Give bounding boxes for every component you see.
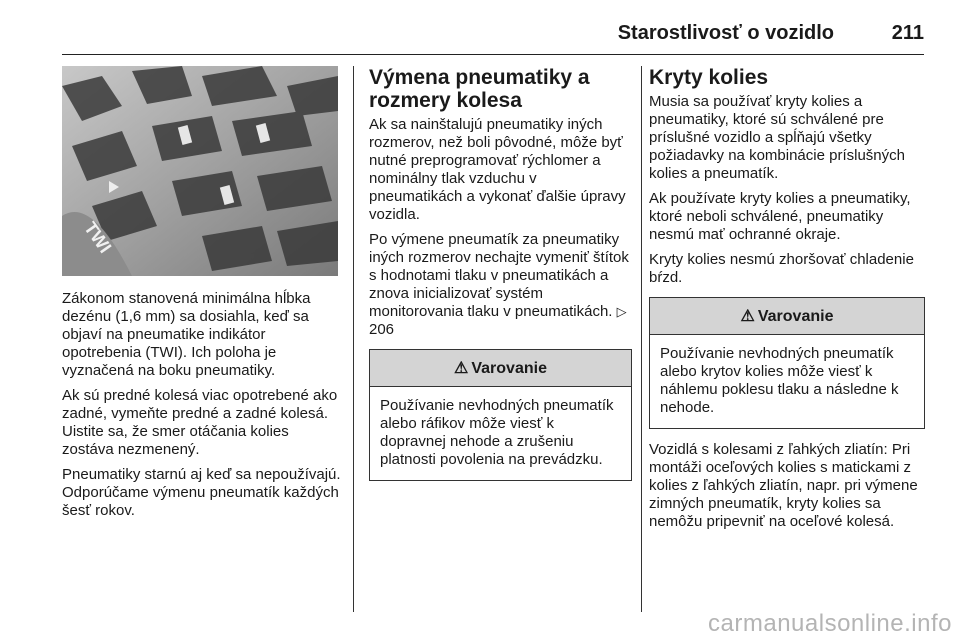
paragraph: Pneumatiky starnú aj keď sa nepoužívajú. Odporúčame výmenu pneumatík každých šesť rokov. [62,466,341,519]
paragraph: Zákonom stanovená minimálna hĺbka dezénu (1,6 mm) sa dosiahla, keď sa objaví na pneumatike indikátor opotrebenia (TWI). Ich poloha je vyznačená na boku pneumatiky. [62,290,311,379]
paragraph: Ak používate kryty kolies a pneumatiky, ktoré neboli schválené, pneumatiky nesmú mať ochranné okraje. [649,190,911,243]
paragraph: Ak sa nainštalujú pneumatiky iných rozmerov, než boli pôvodné, môže byť nutné preprogramovať rýchlomer a nominálny tlak vzduchu v pneumatikách a vykonať ďalšie úpravy vozidla. [369,116,626,223]
paragraph: Vozidlá s kolesami z ľahkých zliatín: Pri montáži oceľových kolies s matickami z kolies z ľahkých zliatín, napr. pri výmene zimných pneumatík, kryty kolies sa nemôžu pripevniť na oceľové kolesá. [649,441,918,530]
section-heading: Kryty kolies [649,66,769,89]
warning-title: Varovanie [471,360,547,377]
warning-text: Používanie nevhodných pneumatík alebo ráfikov môže viesť k dopravnej nehode a zrušeniu platnosti povolenia na prevádzku. [380,397,614,468]
watermark: carmanualsonline.info [708,610,952,637]
column-divider [353,66,354,612]
paragraph: Ak sú predné kolesá viac opotrebené ako zadné, vymeňte predné a zadné kolesá. Uistite sa, že smer otáčania kolies zostáva nezmenený. [62,387,338,458]
paragraph: Kryty kolies nesmú zhoršovať chladenie bŕzd. [649,251,914,286]
warning-header [370,350,631,387]
warning-header [650,298,924,335]
column-1 [62,66,342,527]
paragraph: Musia sa používať kryty kolies a pneumatiky, ktoré sú schválené pre príslušné vozidlo a spĺňajú všetky požiadavky na kombinácie príslušných kolies a pneumatík. [649,93,905,182]
twi-label: TWI [80,218,116,257]
warning-title: Varovanie [757,308,834,325]
tire-tread-illustration [62,66,338,276]
warning-triangle-icon: ⚠ [454,360,469,377]
paragraph-text: Po výmene pneumatík za pneumatiky iných rozmerov nechajte vymeniť štítok s hodnotami tlaku v pneumatikách a znova inicializovať systém monitorovania tlaku v pneumatikách. [369,231,629,320]
page-header [0,22,924,52]
warning-triangle-icon: ⚠ [740,308,755,325]
section-title: Starostlivosť o vozidlo [617,22,834,44]
warning-box [369,349,632,481]
page-reference[interactable]: 206 [369,321,395,338]
page-number: 211 [891,22,924,44]
column-3 [649,66,925,538]
column-divider [641,66,642,612]
column-2 [369,66,632,493]
section-heading: Výmena pneumatiky a rozmery kolesa [369,66,590,112]
warning-box [649,297,925,429]
warning-text: Používanie nevhodných pneumatík alebo krytov kolies môže viesť k náhlemu poklesu tlaku a následne k nehode. [660,345,899,416]
header-rule [62,54,924,55]
paragraph [369,231,632,339]
page-reference-arrow-icon: ▷ [616,304,627,319]
